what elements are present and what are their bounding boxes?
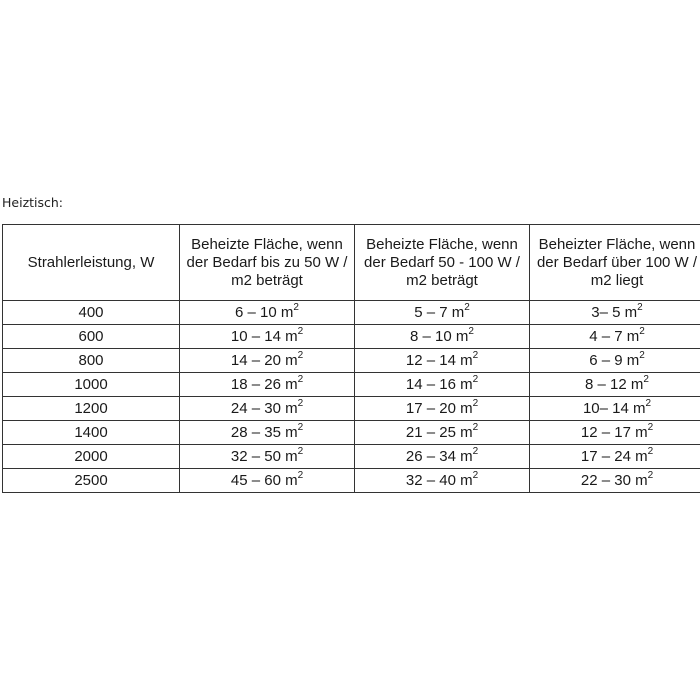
area-range: 24 – 30 [230,399,281,417]
area-unit: m [455,327,469,345]
area-range: 8 – 12 [585,375,627,393]
table-row [3,445,700,469]
cell-area-b [355,349,530,373]
area-unit-exponent: 2 [639,325,645,337]
heating-area-table [2,224,700,493]
area-unit-exponent: 2 [647,469,654,481]
area-unit-exponent: 2 [472,445,479,457]
header-area-low-demand: Beheizte Fläche, wenn der Bedarf bis zu 50 W / m2 beträgt [180,225,355,301]
area-unit: m [460,375,473,393]
cell-power: 600 [3,325,180,349]
area-unit: m [633,399,646,417]
header-power: Strahlerleistung, W [3,225,180,301]
area-unit-exponent: 2 [639,349,645,361]
area-unit-exponent: 2 [297,445,304,457]
area-unit-exponent: 2 [647,421,654,433]
area-unit-exponent: 2 [472,373,479,385]
cell-area-b [355,445,530,469]
area-unit-exponent: 2 [643,373,649,385]
area-range: 28 – 35 [230,423,281,441]
area-range: 32 – 50 [230,447,281,465]
area-range: 17 – 24 [580,447,631,465]
area-unit-exponent: 2 [464,301,470,313]
area-unit-exponent: 2 [297,469,304,481]
table-row [3,349,700,373]
area-unit-exponent: 2 [472,397,479,409]
cell-area-a [180,421,355,445]
cell-area-b [355,397,530,421]
area-unit-exponent: 2 [468,325,474,337]
area-unit: m [285,399,298,417]
cell-area-a [180,325,355,349]
cell-area-c [530,349,700,373]
cell-area-b [355,469,530,493]
area-range: 21 – 25 [405,423,456,441]
table-row [3,421,700,445]
area-range: 17 – 20 [405,399,456,417]
cell-power: 1400 [3,421,180,445]
cell-power: 400 [3,301,180,325]
area-range: 32 – 40 [405,471,456,489]
area-unit: m [460,399,473,417]
area-range: 6 – 9 [589,351,623,369]
cell-power: 800 [3,349,180,373]
area-unit: m [285,327,298,345]
cell-area-c [530,301,700,325]
area-unit-exponent: 2 [645,397,652,409]
table-row [3,373,700,397]
header-area-high-demand: Beheizter Fläche, wenn der Bedarf über 100 W / m2 liegt [530,225,700,301]
area-unit: m [626,327,640,345]
caption-label: Heiztisch: [2,195,64,210]
area-unit: m [285,375,298,393]
area-range: 45 – 60 [230,471,281,489]
area-unit: m [630,375,644,393]
cell-area-c [530,445,700,469]
area-unit: m [635,423,648,441]
area-unit-exponent: 2 [297,397,304,409]
area-range: 14 – 16 [405,375,456,393]
area-unit-exponent: 2 [472,349,479,361]
area-unit: m [280,303,294,321]
cell-area-a [180,349,355,373]
cell-area-c [530,373,700,397]
table-row [3,469,700,493]
area-unit: m [285,471,298,489]
area-unit-exponent: 2 [647,445,654,457]
area-unit: m [460,471,473,489]
area-unit: m [626,351,640,369]
area-range: 18 – 26 [230,375,281,393]
cell-area-a [180,469,355,493]
area-unit-exponent: 2 [297,349,304,361]
area-unit-exponent: 2 [472,421,479,433]
area-range: 12 – 17 [580,423,631,441]
area-unit-exponent: 2 [293,301,299,313]
area-unit: m [460,351,473,369]
area-range: 26 – 34 [405,447,456,465]
cell-area-b [355,421,530,445]
table-row [3,397,700,421]
area-range: 10 – 14 [230,327,281,345]
area-range: 6 – 10 [235,303,277,321]
area-unit-exponent: 2 [297,373,304,385]
cell-area-c [530,397,700,421]
area-range: 4 – 7 [589,327,623,345]
table-row [3,325,700,349]
area-unit: m [285,351,298,369]
cell-area-a [180,301,355,325]
area-unit: m [635,471,648,489]
area-unit: m [451,303,465,321]
area-unit: m [635,447,648,465]
cell-area-b [355,301,530,325]
area-unit-exponent: 2 [472,469,479,481]
cell-power: 1000 [3,373,180,397]
area-range: 10– 14 [582,399,629,417]
area-unit-exponent: 2 [297,325,304,337]
area-unit: m [624,303,638,321]
cell-area-b [355,373,530,397]
area-unit-exponent: 2 [297,421,304,433]
cell-area-c [530,421,700,445]
cell-power: 2000 [3,445,180,469]
table-body [3,301,700,493]
area-range: 3– 5 [591,303,621,321]
area-range: 12 – 14 [405,351,456,369]
area-unit: m [460,447,473,465]
area-range: 14 – 20 [230,351,281,369]
cell-area-a [180,445,355,469]
area-unit: m [460,423,473,441]
cell-power: 1200 [3,397,180,421]
cell-area-c [530,325,700,349]
area-unit: m [285,423,298,441]
area-unit: m [285,447,298,465]
area-range: 22 – 30 [580,471,631,489]
area-range: 8 – 10 [410,327,452,345]
cell-area-b [355,325,530,349]
cell-area-a [180,373,355,397]
table-row [3,301,700,325]
cell-power: 2500 [3,469,180,493]
cell-area-c [530,469,700,493]
cell-area-a [180,397,355,421]
table-header-row [3,225,700,301]
area-range: 5 – 7 [414,303,448,321]
area-unit-exponent: 2 [637,301,643,313]
header-area-mid-demand: Beheizte Fläche, wenn der Bedarf 50 - 100 W / m2 beträgt [355,225,530,301]
